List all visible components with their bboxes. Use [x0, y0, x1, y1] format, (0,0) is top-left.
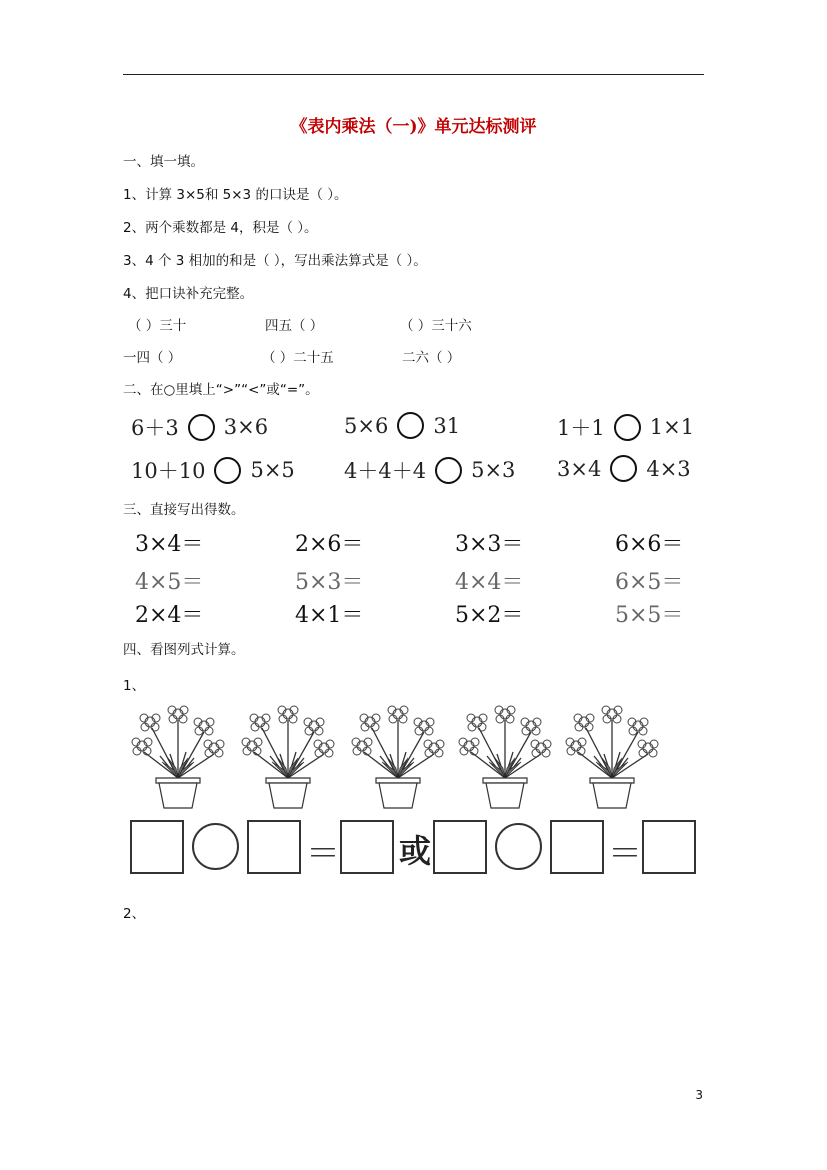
compare-item — [557, 455, 691, 482]
section1-heading: 一、填一填。 — [123, 154, 204, 170]
equals-sign: ＝ — [608, 834, 642, 874]
question-1-1: 1、计算 3×5和 5×3 的口诀是（ ）。 — [123, 187, 348, 203]
compare-item — [344, 412, 460, 439]
equals-sign: ＝ — [306, 834, 340, 874]
compare-left: 3×4 — [557, 456, 602, 481]
compare-right: 31 — [433, 413, 461, 438]
section2-heading: 二、在○里填上“>”“<”或“=”。 — [123, 382, 319, 398]
compare-item — [344, 455, 515, 485]
question-1-2: 2、两个乘数都是 4，积是（ ）。 — [123, 220, 318, 236]
calc-item: 4×1＝ — [295, 603, 364, 628]
flowerpot-image — [240, 704, 336, 810]
fill-blank-2: 四五（ ） — [265, 318, 324, 334]
answer-circle[interactable] — [214, 457, 241, 484]
calc-item: 2×6＝ — [295, 532, 364, 557]
calc-item: 2×4＝ — [135, 603, 204, 628]
operator-circle[interactable] — [192, 823, 239, 870]
fill-blank-5: （ ）二十五 — [262, 350, 334, 366]
or-word: 或 — [399, 832, 432, 870]
page-title: 《表内乘法（一)》单元达标测评 — [290, 117, 537, 137]
answer-circle[interactable] — [614, 414, 641, 441]
compare-right: 5×3 — [471, 458, 516, 482]
compare-left: 6＋3 — [131, 416, 179, 440]
flowerpot-image — [564, 704, 660, 810]
page-number: 3 — [695, 1088, 703, 1102]
calc-item: 3×4＝ — [135, 532, 204, 557]
header-rule — [123, 74, 704, 75]
section4-heading: 四、看图列式计算。 — [123, 642, 245, 658]
calc-item: 5×2＝ — [455, 603, 524, 628]
answer-circle[interactable] — [188, 414, 215, 441]
calc-item: 4×5＝ — [135, 570, 204, 595]
answer-box[interactable] — [550, 820, 604, 874]
flowerpot-image — [457, 704, 553, 810]
calc-item: 5×3＝ — [295, 570, 364, 595]
answer-box[interactable] — [130, 820, 184, 874]
question-1-4: 4、把口诀补充完整。 — [123, 286, 254, 302]
operator-circle[interactable] — [495, 823, 542, 870]
compare-item — [131, 455, 295, 485]
calc-item: 6×6＝ — [615, 532, 684, 557]
answer-circle[interactable] — [435, 457, 462, 484]
compare-left: 4＋4＋4 — [344, 459, 427, 483]
calc-item: 4×4＝ — [455, 570, 524, 595]
compare-left: 10＋10 — [131, 459, 206, 483]
answer-box[interactable] — [340, 820, 394, 874]
flowerpot-image — [130, 704, 226, 810]
compare-left: 5×6 — [344, 413, 389, 438]
answer-circle[interactable] — [610, 455, 637, 482]
fill-blank-1: （ ）三十 — [128, 318, 187, 334]
compare-right: 5×5 — [250, 458, 295, 482]
calc-item: 6×5＝ — [615, 570, 684, 595]
section4-item-2-label: 2、 — [123, 906, 146, 922]
calc-item: 3×3＝ — [455, 532, 524, 557]
compare-right: 3×6 — [223, 415, 269, 439]
calc-item: 5×5＝ — [615, 603, 684, 628]
fill-blank-4: 一四（ ） — [123, 350, 182, 366]
fill-blank-6: 二六（ ） — [402, 350, 461, 366]
section3-heading: 三、直接写出得数。 — [123, 502, 245, 518]
answer-box[interactable] — [247, 820, 301, 874]
answer-circle[interactable] — [397, 412, 424, 439]
compare-right: 4×3 — [646, 456, 691, 481]
answer-box[interactable] — [433, 820, 487, 874]
compare-right: 1×1 — [649, 415, 695, 439]
section4-item-1-label: 1、 — [123, 678, 146, 694]
compare-item — [131, 412, 268, 442]
compare-item — [557, 412, 694, 442]
question-1-3: 3、4 个 3 相加的和是（ ），写出乘法算式是（ ）。 — [123, 253, 427, 269]
fill-blank-3: （ ）三十六 — [400, 318, 472, 334]
flowerpot-image — [350, 704, 446, 810]
compare-left: 1＋1 — [557, 416, 605, 440]
answer-box[interactable] — [642, 820, 696, 874]
